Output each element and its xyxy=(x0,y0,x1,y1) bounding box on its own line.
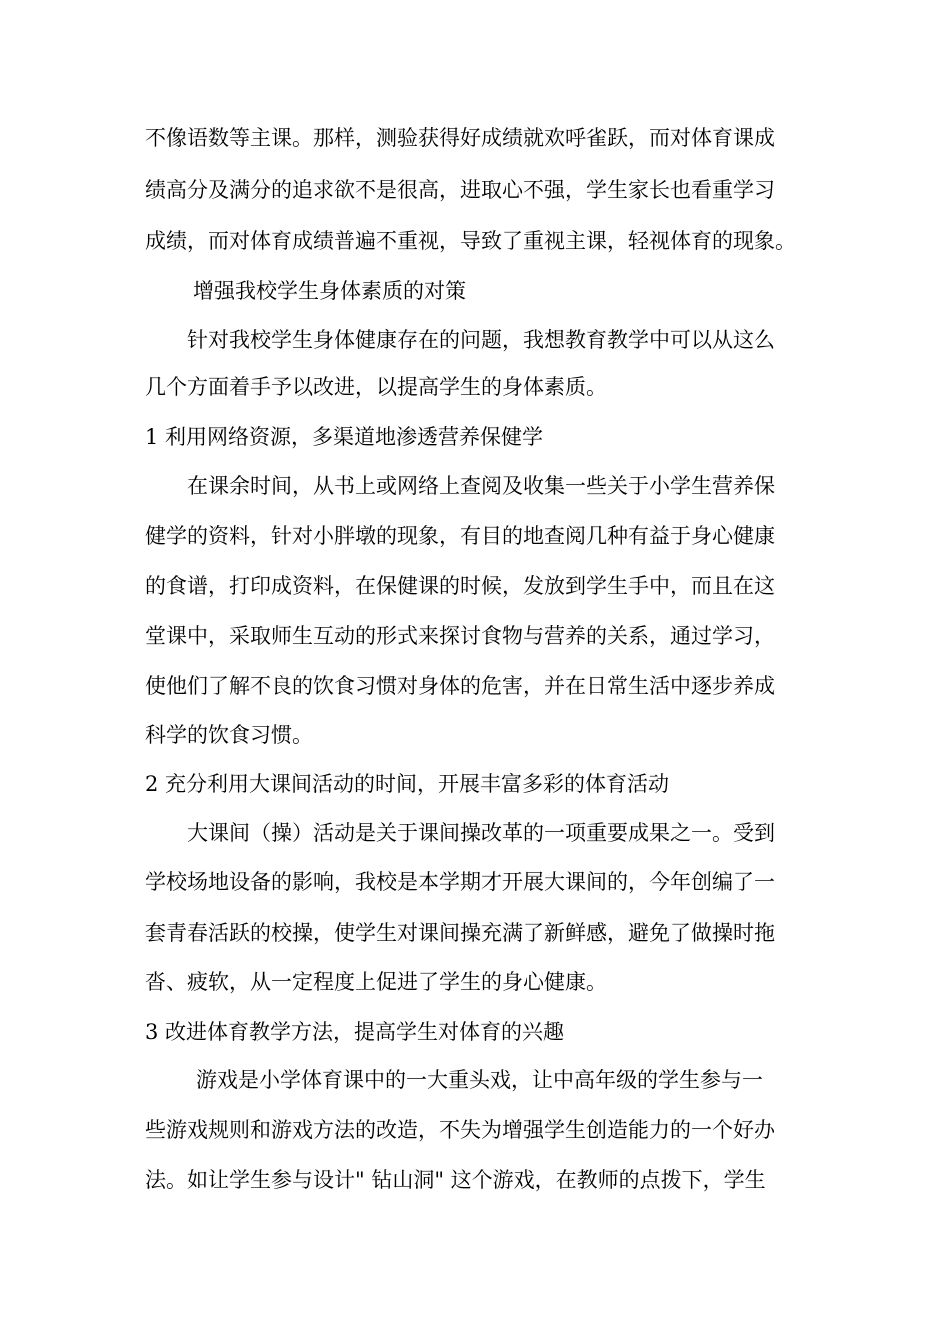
subsection-heading: 1 利用网络资源，多渠道地渗透营养保健学 xyxy=(145,425,544,449)
body-text-line: 健学的资料，针对小胖墩的现象，有目的地查阅几种有益于身心健康 xyxy=(145,524,775,548)
subsection-heading: 2 充分利用大课间活动的时间，开展丰富多彩的体育活动 xyxy=(145,772,670,796)
body-text-line: 游戏是小学体育课中的一大重头戏，让中高年级的学生参与一 xyxy=(196,1068,763,1092)
body-text-line: 的食谱，打印成资料，在保健课的时候，发放到学生手中，而且在这 xyxy=(145,574,775,598)
body-text-line: 学校场地设备的影响，我校是本学期才开展大课间的，今年创编了一 xyxy=(145,870,775,894)
body-text-line: 科学的饮食习惯。 xyxy=(145,723,313,747)
body-text-line: 些游戏规则和游戏方法的改造，不失为增强学生创造能力的一个好办 xyxy=(145,1118,775,1142)
body-text-line: 沓、疲软，从一定程度上促进了学生的身心健康。 xyxy=(145,970,607,994)
body-text-line: 大课间（操）活动是关于课间操改革的一项重要成果之一。受到 xyxy=(187,821,775,845)
body-text-line: 绩高分及满分的追求欲不是很高，进取心不强，学生家长也看重学习 xyxy=(145,178,775,202)
body-text-line: 不像语数等主课。那样，测验获得好成绩就欢呼雀跃，而对体育课成 xyxy=(145,126,775,150)
subsection-heading: 3 改进体育教学方法，提高学生对体育的兴趣 xyxy=(145,1020,565,1044)
body-text-line: 套青春活跃的校操，使学生对课间操充满了新鲜感，避免了做操时拖 xyxy=(145,921,775,945)
body-text-line: 堂课中，采取师生互动的形式来探讨食物与营养的关系，通过学习， xyxy=(145,624,775,648)
body-text-line: 法。如让学生参与设计" 钻山洞" 这个游戏，在教师的点拨下，学生 xyxy=(145,1168,766,1192)
body-text-line: 针对我校学生身体健康存在的问题，我想教育教学中可以从这么 xyxy=(187,328,775,352)
body-text-line: 几个方面着手予以改进，以提高学生的身体素质。 xyxy=(145,375,607,399)
body-text-line: 使他们了解不良的饮食习惯对身体的危害，并在日常生活中逐步养成 xyxy=(145,674,775,698)
body-text-line: 成绩，而对体育成绩普遍不重视，导致了重视主课，轻视体育的现象。 xyxy=(145,229,796,253)
section-heading: 增强我校学生身体素质的对策 xyxy=(193,279,466,303)
body-text-line: 在课余时间，从书上或网络上查阅及收集一些关于小学生营养保 xyxy=(187,474,775,498)
